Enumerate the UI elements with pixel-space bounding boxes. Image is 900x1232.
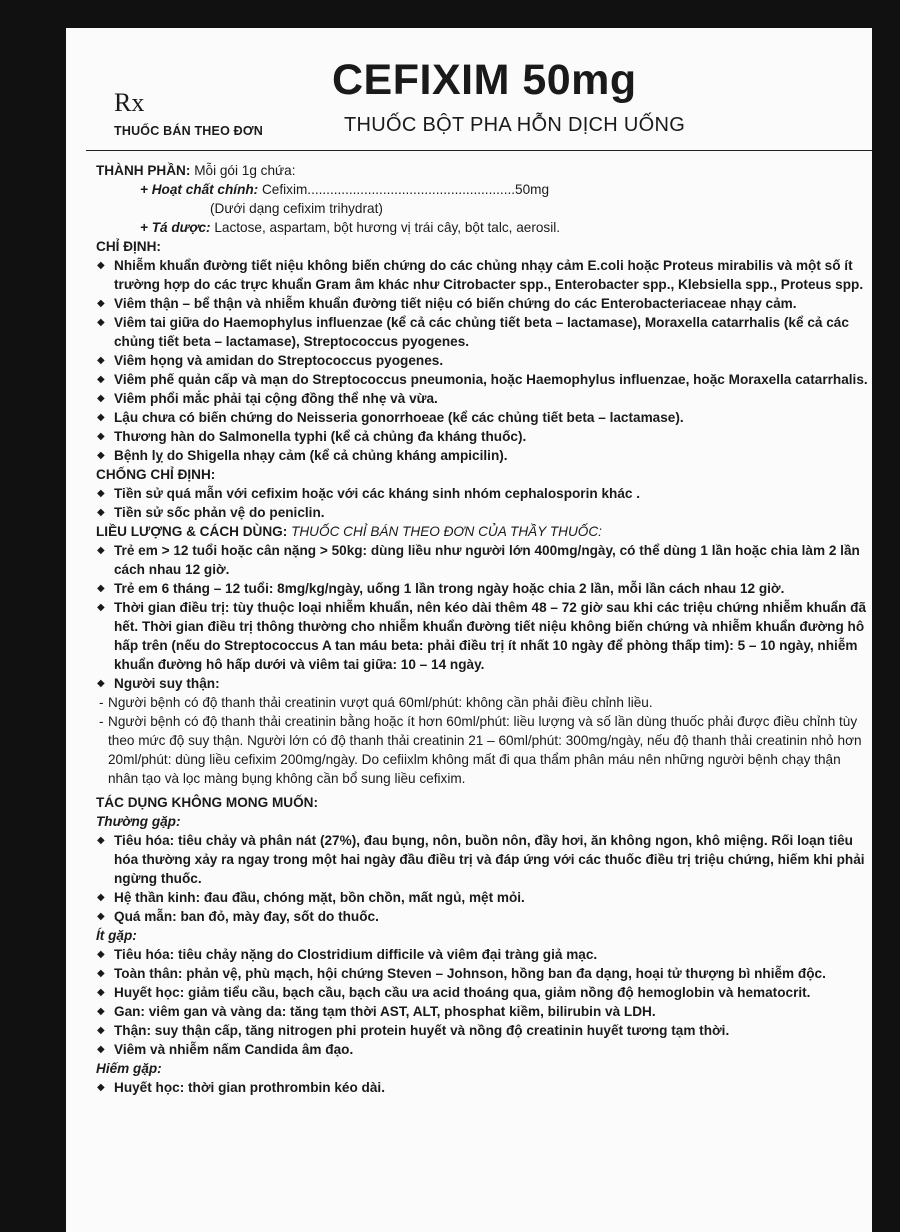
composition-intro: Mỗi gói 1g chứa: [194,163,296,178]
active-ingredient-note: (Dưới dạng cefixim trihydrat) [210,201,383,216]
dosage-list [96,541,871,693]
common-list [96,831,871,926]
list-item [96,579,871,598]
active-ingredient-line [96,180,871,199]
list-item: ◆ Viêm thận – bể thận và nhiễm khuẩn đường tiết niệu có biến chứng do các Enterobacteriaceae nhạy cảm. [96,294,871,313]
excipient-label: + Tá dược: [140,220,211,235]
list-item: - Người bệnh có độ thanh thải creatinin vượt quá 60ml/phút: không cần phải điều chỉnh liều. [96,693,871,712]
list-item: ◆ Viêm phổi mắc phải tại cộng đồng thể nhẹ và vừa. [96,389,871,408]
list-item: ◆ Viêm họng và amidan do Streptococcus pyogenes. [96,351,871,370]
list-item: ◆ Tiêu hóa: tiêu chảy nặng do Clostridium difficile và viêm đại tràng giả mạc. [96,945,871,964]
composition-intro-line [96,161,871,180]
dosage-item-label: Trẻ em 6 tháng – 12 tuổi: [114,581,274,596]
indications-list [96,256,871,465]
leaflet-header [66,28,872,170]
uncommon-list [96,945,871,1059]
list-item: ◆ Viêm phế quản cấp và mạn do Streptococcus pneumonia, hoặc Haemophylus influenzae, hoặc Moraxella catarrhalis. [96,370,871,389]
list-item: ◆ Thương hàn do Salmonella typhi (kể cả chủng đa kháng thuốc). [96,427,871,446]
list-item: ◆ Gan: viêm gan và vàng da: tăng tạm thời AST, ALT, phosphat kiềm, bilirubin và LDH. [96,1002,871,1021]
list-item: ◆ Viêm tai giữa do Haemophylus influenzae (kể cả các chủng tiết beta – lactamase), Moraxella catarrhalis (kể cả các chủng tiết beta – lactamase), Streptococcus pyogenes. [96,313,871,351]
uncommon-heading: Ít gặp: [96,928,137,943]
list-item: ◆ Lậu chưa có biến chứng do Neisseria gonorrhoeae (kể các chủng tiết beta – lactamase). [96,408,871,427]
dosage-item-label: Thời gian điều trị: [114,600,230,615]
dosage-item-label: Trẻ em > 12 tuổi hoặc cân nặng > 50kg: [114,543,368,558]
composition-heading: THÀNH PHẦN: [96,163,191,178]
rare-heading: Hiếm gặp: [96,1061,162,1076]
contraindications-heading: CHỐNG CHỈ ĐỊNH: [96,467,216,482]
rx-symbol: Rx [114,88,145,117]
excipient-value: Lactose, aspartam, bột hương vị trái cây, bột talc, aerosil. [214,220,561,235]
contraindications-list [96,484,871,522]
list-item: ◆ Hệ thần kinh: đau đầu, chóng mặt, bồn chồn, mất ngủ, mệt mỏi. [96,888,871,907]
list-item: - Người bệnh có độ thanh thải creatinin bằng hoặc ít hơn 60ml/phút: liều lượng và số lần dùng thuốc phải được điều chỉnh tùy theo mức độ suy thận. Người lớn có độ thanh thải creatinin 21 – 60ml/phút: 300mg/ngày, nếu độ thanh thải creatinin nhỏ hơn 20ml/phút: dùng liều cefixim 200mg/ngày. Do cefiixlm không mất đi qua thẩm phân máu nên những người bệnh chạy thận nhân tạo và lọc màng bụng không cần bổ sung liều cefixim. [96,712,871,788]
list-item [96,598,871,674]
list-item: ◆ Quá mẫn: ban đỏ, mày đay, sốt do thuốc. [96,907,871,926]
header-divider [86,150,872,151]
list-item: ◆ Toàn thân: phản vệ, phù mạch, hội chứng Steven – Johnson, hồng ban đa dạng, hoại tử thượng bì nhiễm độc. [96,964,871,983]
renal-dosage-list [96,693,871,788]
prescription-label: THUỐC BÁN THEO ĐƠN [114,124,263,138]
product-subtitle: THUỐC BỘT PHA HỖN DỊCH UỐNG [344,114,686,136]
list-item [96,674,871,693]
list-item: ◆ Tiền sử sốc phản vệ do peniclin. [96,503,871,522]
list-item: ◆ Tiêu hóa: tiêu chảy và phân nát (27%), đau bụng, nôn, buồn nôn, đầy hơi, ăn không ngon, khô miệng. Rối loạn tiêu hóa thường xảy ra ngay trong một hai ngày đầu điều trị và đáp ứng với các thuốc điều trị triệu chứng, hiếm khi phải ngừng thuốc. [96,831,871,888]
side-effects-heading: TÁC DỤNG KHÔNG MONG MUỐN: [96,795,319,810]
leaflet-page [66,28,872,1232]
dosage-item-text: tùy thuộc loại nhiễm khuẩn, nên kéo dài thêm 48 – 72 giờ sau khi các triệu chứng nhiễm khuẩn đã hết. Thời gian điều trị thông thường cho nhiễm khuẩn đường tiết niệu không biến chứng và nhiễm khuẩn đường hô hấp trên (nếu do Streptococcus A tan máu beta: phải điều trị ít nhất 10 ngày để phòng thấp tim): 5 – 10 ngày, nhiễm khuẩn đường hô hấp dưới và viêm tai giữa: 10 – 14 ngày. [114,600,867,672]
list-item: ◆ Thận: suy thận cấp, tăng nitrogen phi protein huyết và nồng độ creatinin huyết tương tạm thời. [96,1021,871,1040]
indications-heading: CHỈ ĐỊNH: [96,239,161,254]
list-item [96,541,871,579]
list-item: ◆ Huyết học: giảm tiểu cầu, bạch cầu, bạch cầu ưa acid thoáng qua, giảm nồng độ hemoglobin và hematocrit. [96,983,871,1002]
list-item: ◆ Tiền sử quá mẫn với cefixim hoặc với các kháng sinh nhóm cephalosporin khác . [96,484,871,503]
active-ingredient-label: + Hoạt chất chính: [140,182,259,197]
dosage-item-label: Người suy thận: [114,676,220,691]
active-ingredient-value: Cefixim.......................................................50mg [261,182,550,197]
dosage-heading-line [96,522,871,541]
leaflet-body [96,161,871,1097]
dosage-item-text: 8mg/kg/ngày, uống 1 lần trong ngày hoặc chia 2 lần, mỗi lần cách nhau 12 giờ. [273,581,785,596]
dosage-heading: LIỀU LƯỢNG & CÁCH DÙNG: [96,524,288,539]
dosage-note: THUỐC CHỈ BÁN THEO ĐƠN CỦA THẦY THUỐC: [291,524,602,539]
list-item: ◆ Bệnh lỵ do Shigella nhạy cảm (kể cả chủng kháng ampicilin). [96,446,871,465]
list-item: ◆ Huyết học: thời gian prothrombin kéo dài. [96,1078,871,1097]
rare-list [96,1078,871,1097]
dosage-item-text: dùng liều như người lớn 400mg/ngày, có thể dùng 1 lần hoặc chia làm 2 lần cách nhau 12 giờ. [114,543,860,577]
list-item: ◆ Nhiễm khuẩn đường tiết niệu không biến chứng do các chủng nhạy cảm E.coli hoặc Proteus mirabilis và một số ít trường hợp do các trực khuẩn Gram âm khác như Citrobacter spp., Enterobacter spp., Klebsiella spp., Proteus spp. [96,256,871,294]
product-title: CEFIXIM 50mg [332,56,637,104]
excipient-line [96,218,871,237]
list-item: ◆ Viêm và nhiễm nấm Candida âm đạo. [96,1040,871,1059]
common-heading: Thường gặp: [96,814,181,829]
